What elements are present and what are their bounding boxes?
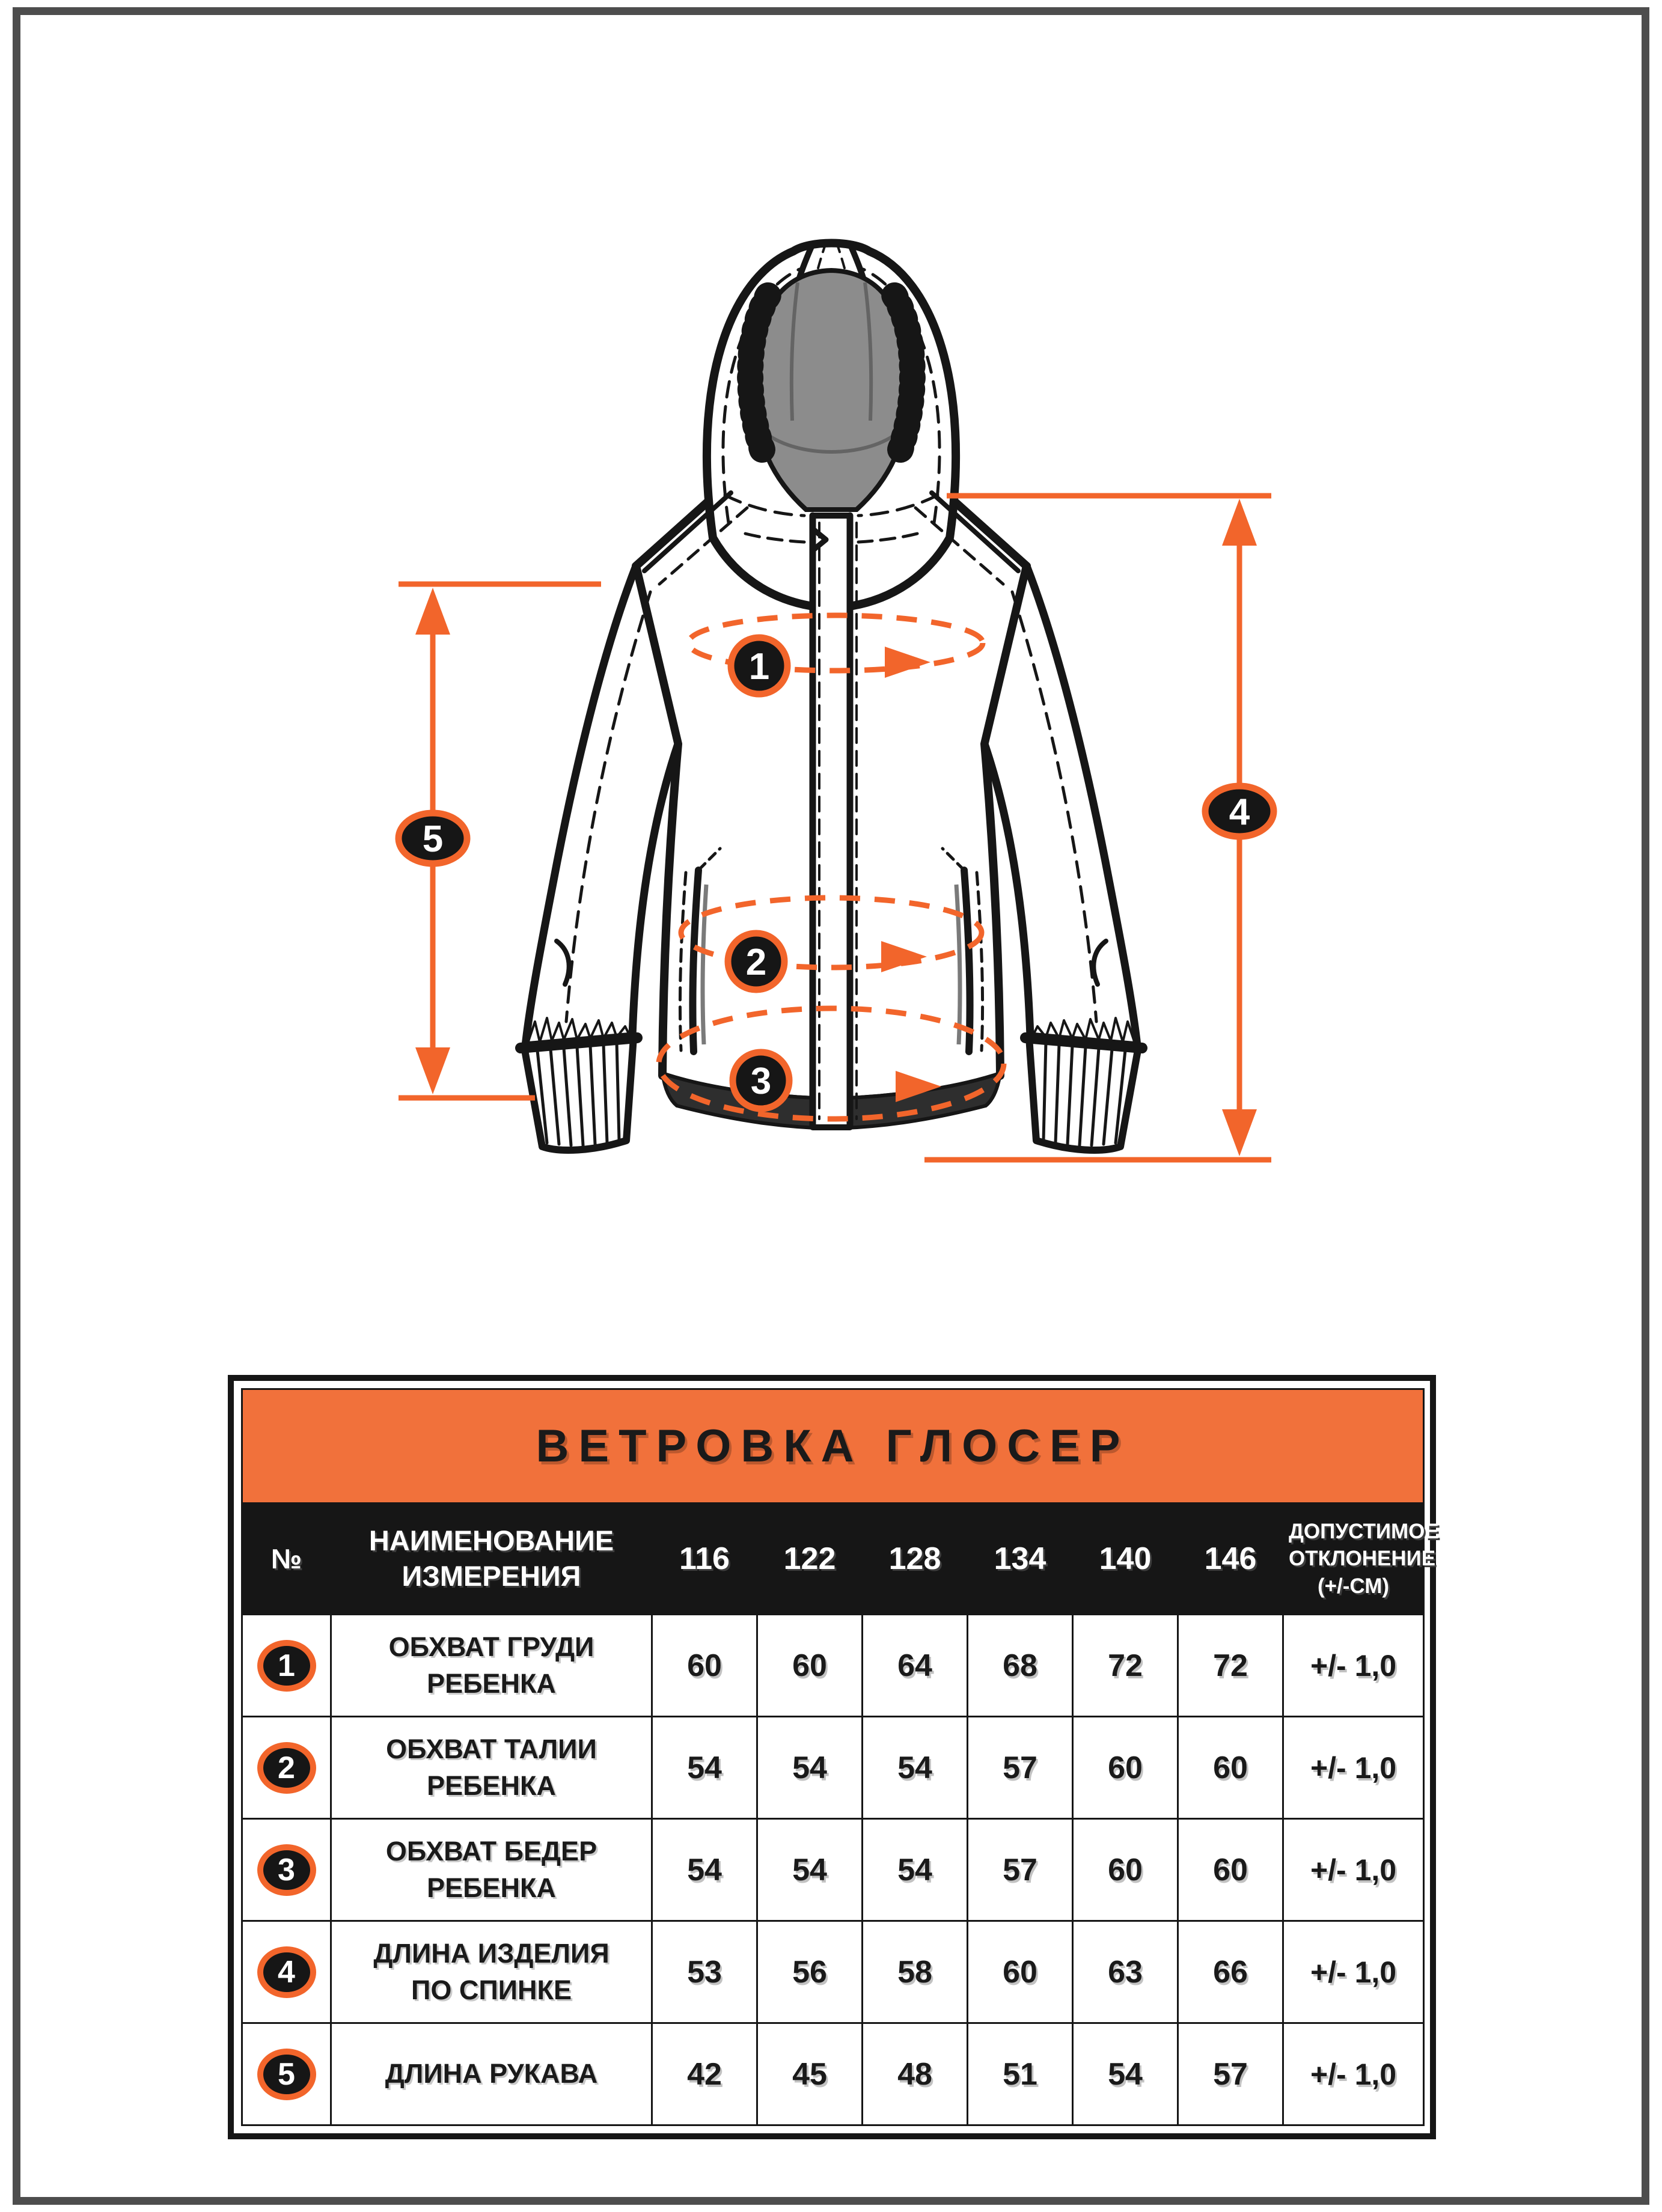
tolerance-value: +/- 1,0	[1283, 1717, 1424, 1819]
row-badge-cell	[242, 1615, 331, 1717]
table-title: ВЕТРОВКА ГЛОСЕР	[242, 1389, 1424, 1504]
size-value: 60	[1073, 1717, 1178, 1819]
size-value: 72	[1178, 1615, 1283, 1717]
column-header-size-134: 134	[968, 1504, 1073, 1615]
tolerance-value: +/- 1,0	[1283, 1819, 1424, 1921]
back-arrow-up-icon	[1222, 499, 1257, 546]
column-header-size-140: 140	[1073, 1504, 1178, 1615]
column-header-size-128: 128	[863, 1504, 968, 1615]
zip-placket	[813, 514, 857, 1135]
row-4-badge: 4	[257, 1946, 316, 1998]
marker-4-number: 4	[1229, 791, 1250, 833]
column-header-name: НАИМЕНОВАНИЕ ИЗМЕРЕНИЯ	[331, 1504, 652, 1615]
size-value: 72	[1073, 1615, 1178, 1717]
size-value: 60	[1178, 1717, 1283, 1819]
row-badge-cell	[242, 1717, 331, 1819]
size-value: 57	[968, 1717, 1073, 1819]
measurement-name: ДЛИНА РУКАВА	[331, 2023, 652, 2125]
size-value: 54	[757, 1717, 863, 1819]
size-value: 54	[863, 1717, 968, 1819]
row-2-badge: 2	[257, 1742, 316, 1794]
sleeve-arrow-up-icon	[415, 588, 450, 635]
column-header-num: №	[242, 1504, 331, 1615]
size-value: 54	[863, 1819, 968, 1921]
column-header-tolerance: ДОПУСТИМОЕ ОТКЛОНЕНИЕ (+/-СМ)	[1283, 1504, 1424, 1615]
size-value: 60	[652, 1615, 757, 1717]
size-table-frame	[228, 1375, 1439, 2139]
measurement-name: ОБХВАТ ГРУДИ РЕБЕНКА	[331, 1615, 652, 1717]
marker-1-number: 1	[748, 646, 770, 687]
tolerance-value: +/- 1,0	[1283, 1615, 1424, 1717]
sleeve-outline	[525, 566, 678, 1046]
row-1-badge: 1	[257, 1640, 316, 1692]
row-badge-cell	[242, 1921, 331, 2023]
size-value: 57	[968, 1819, 1073, 1921]
table-row	[242, 1717, 1424, 1819]
size-value: 60	[1073, 1819, 1178, 1921]
marker-5-number: 5	[422, 818, 444, 860]
measurement-name: ДЛИНА ИЗДЕЛИЯ ПО СПИНКЕ	[331, 1921, 652, 2023]
size-value: 58	[863, 1921, 968, 2023]
size-value: 68	[968, 1615, 1073, 1717]
measurement-name: ОБХВАТ ТАЛИИ РЕБЕНКА	[331, 1717, 652, 1819]
size-value: 42	[652, 2023, 757, 2125]
size-value: 60	[968, 1921, 1073, 2023]
size-value: 56	[757, 1921, 863, 2023]
size-value: 53	[652, 1921, 757, 2023]
size-value: 64	[863, 1615, 968, 1717]
marker-2-number: 2	[745, 942, 767, 983]
marker-3-number: 3	[750, 1061, 772, 1102]
column-header-size-122: 122	[757, 1504, 863, 1615]
row-3-badge: 3	[257, 1844, 316, 1896]
size-value: 63	[1073, 1921, 1178, 2023]
sleeve-arrow-down-icon	[415, 1047, 450, 1094]
measurement-name: ОБХВАТ БЕДЕР РЕБЕНКА	[331, 1819, 652, 1921]
column-header-size-146: 146	[1178, 1504, 1283, 1615]
size-value: 48	[863, 2023, 968, 2125]
size-value: 60	[757, 1615, 863, 1717]
size-value: 57	[1178, 2023, 1283, 2125]
size-value: 60	[1178, 1819, 1283, 1921]
size-table	[241, 1388, 1439, 2126]
size-value: 54	[1073, 2023, 1178, 2125]
size-value: 54	[652, 1717, 757, 1819]
back-arrow-down-icon	[1222, 1109, 1257, 1156]
size-value: 54	[652, 1819, 757, 1921]
size-value: 51	[968, 2023, 1073, 2125]
tolerance-value: +/- 1,0	[1283, 2023, 1424, 2125]
row-5-badge: 5	[257, 2049, 316, 2100]
size-value: 66	[1178, 1921, 1283, 2023]
tolerance-value: +/- 1,0	[1283, 1921, 1424, 2023]
size-value: 54	[757, 1819, 863, 1921]
table-row	[242, 1921, 1424, 2023]
table-row	[242, 1615, 1424, 1717]
size-value: 45	[757, 2023, 863, 2125]
row-badge-cell	[242, 1819, 331, 1921]
table-row	[242, 2023, 1424, 2125]
row-badge-cell	[242, 2023, 331, 2125]
column-header-size-116: 116	[652, 1504, 757, 1615]
table-row	[242, 1819, 1424, 1921]
